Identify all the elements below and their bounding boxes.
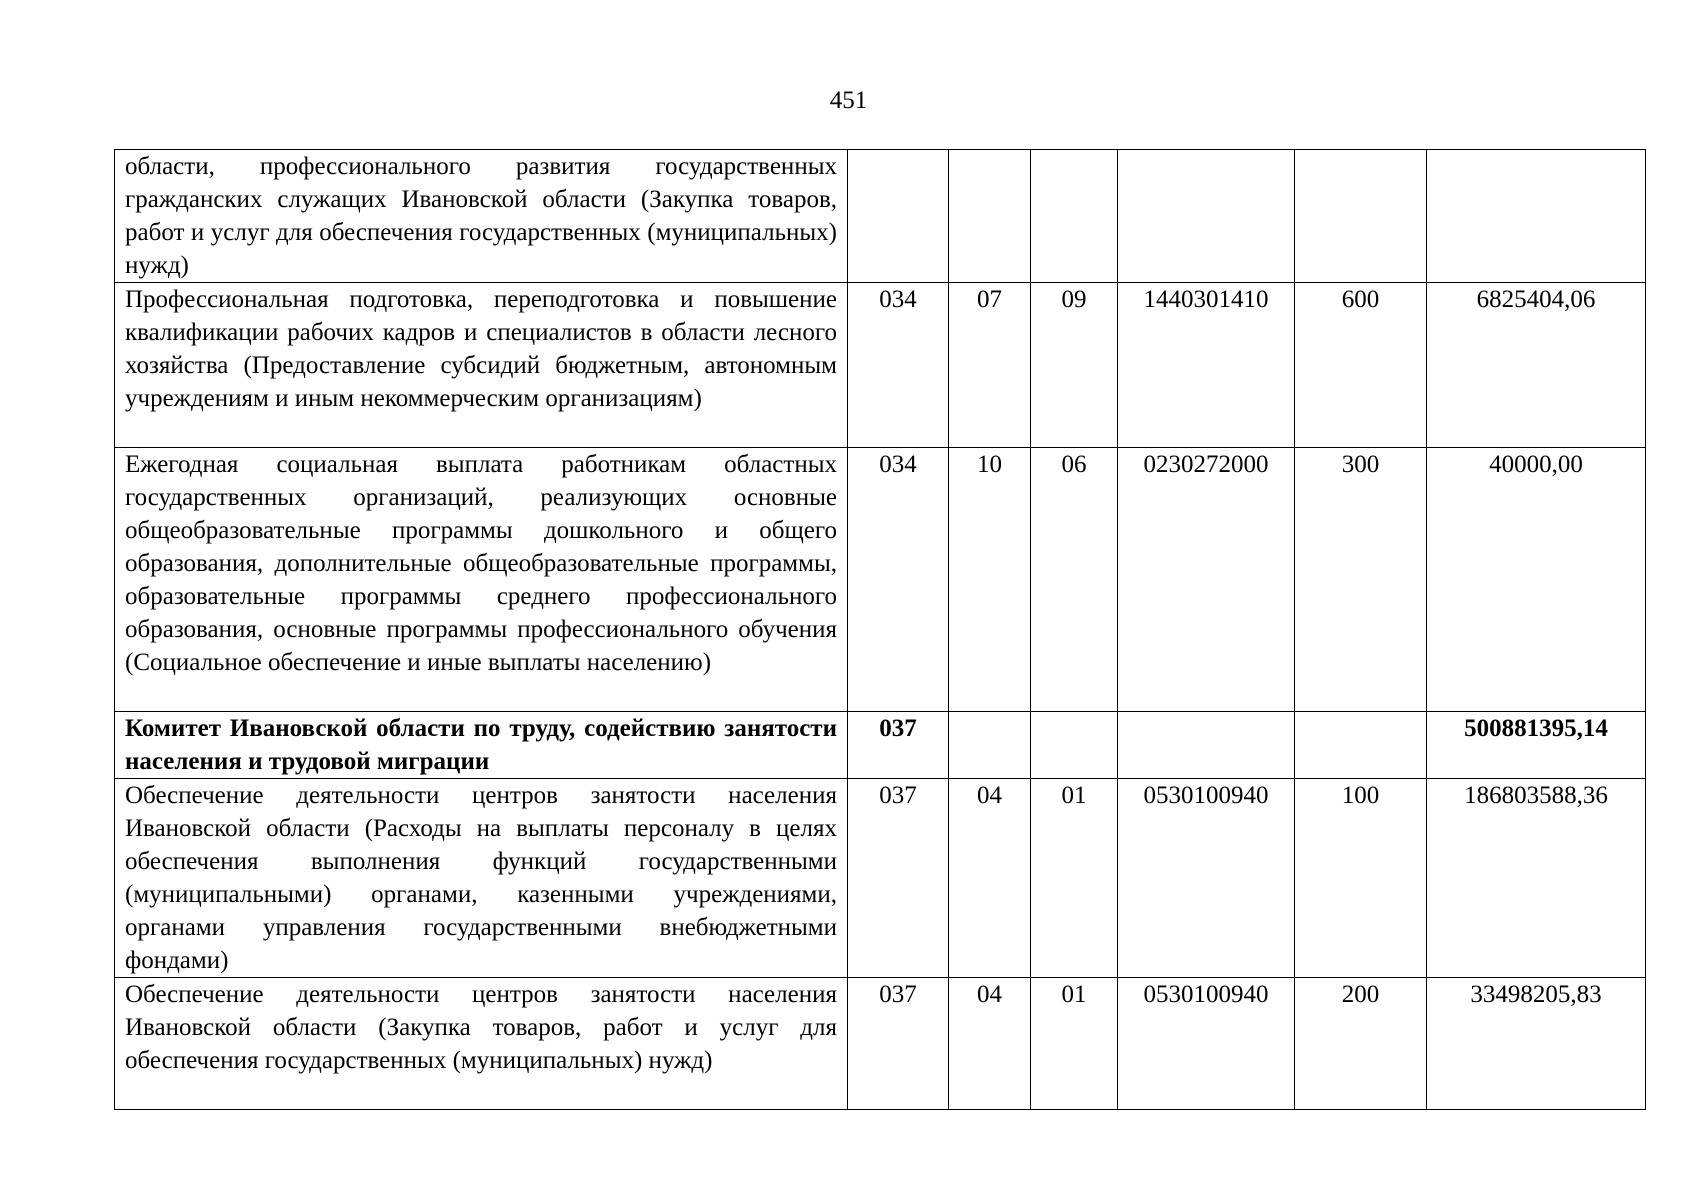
section-code: 04 <box>949 978 1031 1110</box>
section-code: 07 <box>949 283 1031 448</box>
ministry-code: 037 <box>848 712 949 779</box>
subsection-code <box>1031 150 1118 283</box>
table-row <box>115 283 1646 448</box>
section-code <box>949 150 1031 283</box>
amount <box>1427 150 1646 283</box>
expense-type-code: 600 <box>1295 283 1427 448</box>
subsection-code: 06 <box>1031 448 1118 712</box>
table-row <box>115 150 1646 283</box>
amount: 500881395,14 <box>1427 712 1646 779</box>
row-description: Профессиональная подготовка, переподготовка и повышение квалификации рабочих кадров и специалистов в области лесного хозяйства (Предоставление субсидий бюджетным, автономным учреждениям и иным некоммерческим организациям) <box>115 283 848 448</box>
page-number: 451 <box>829 87 868 114</box>
expense-type-code <box>1295 150 1427 283</box>
budget-table <box>114 149 1646 1110</box>
table-row <box>115 779 1646 978</box>
row-description: Обеспечение деятельности центров занятости населения Ивановской области (Закупка товаров, работ и услуг для обеспечения государственных (муниципальных) нужд) <box>115 978 848 1110</box>
section-code: 04 <box>949 779 1031 978</box>
subsection-code <box>1031 712 1118 779</box>
ministry-code: 037 <box>848 779 949 978</box>
target-article-code: 0530100940 <box>1118 978 1295 1110</box>
target-article-code: 0530100940 <box>1118 779 1295 978</box>
row-description: области, профессионального развития государственных гражданских служащих Ивановской области (Закупка товаров, работ и услуг для обеспечения государственных (муниципальных) нужд) <box>115 150 848 283</box>
row-description: Обеспечение деятельности центров занятости населения Ивановской области (Расходы на выплаты персоналу в целях обеспечения выполнения функций государственными (муниципальными) органами, казенными учреждениями, органами управления государственными внебюджетными фондами) <box>115 779 848 978</box>
target-article-code <box>1118 150 1295 283</box>
amount: 6825404,06 <box>1427 283 1646 448</box>
expense-type-code: 200 <box>1295 978 1427 1110</box>
target-article-code: 0230272000 <box>1118 448 1295 712</box>
section-code: 10 <box>949 448 1031 712</box>
amount: 33498205,83 <box>1427 978 1646 1110</box>
subsection-code: 09 <box>1031 283 1118 448</box>
section-code <box>949 712 1031 779</box>
ministry-code <box>848 150 949 283</box>
expense-type-code: 100 <box>1295 779 1427 978</box>
subsection-code: 01 <box>1031 978 1118 1110</box>
table-row <box>115 978 1646 1110</box>
target-article-code: 1440301410 <box>1118 283 1295 448</box>
subsection-code: 01 <box>1031 779 1118 978</box>
amount: 40000,00 <box>1427 448 1646 712</box>
row-description: Комитет Ивановской области по труду, содействию занятости населения и трудовой миграции <box>115 712 848 779</box>
ministry-code: 034 <box>848 448 949 712</box>
amount: 186803588,36 <box>1427 779 1646 978</box>
table-row <box>115 448 1646 712</box>
target-article-code <box>1118 712 1295 779</box>
table-row <box>115 712 1646 779</box>
expense-type-code <box>1295 712 1427 779</box>
expense-type-code: 300 <box>1295 448 1427 712</box>
ministry-code: 037 <box>848 978 949 1110</box>
row-description: Ежегодная социальная выплата работникам областных государственных организаций, реализующих основные общеобразовательные программы дошкольного и общего образования, дополнительные общеобразовательные программы, образовательные программы среднего профессионального образования, основные программы профессионального обучения (Социальное обеспечение и иные выплаты населению) <box>115 448 848 712</box>
ministry-code: 034 <box>848 283 949 448</box>
